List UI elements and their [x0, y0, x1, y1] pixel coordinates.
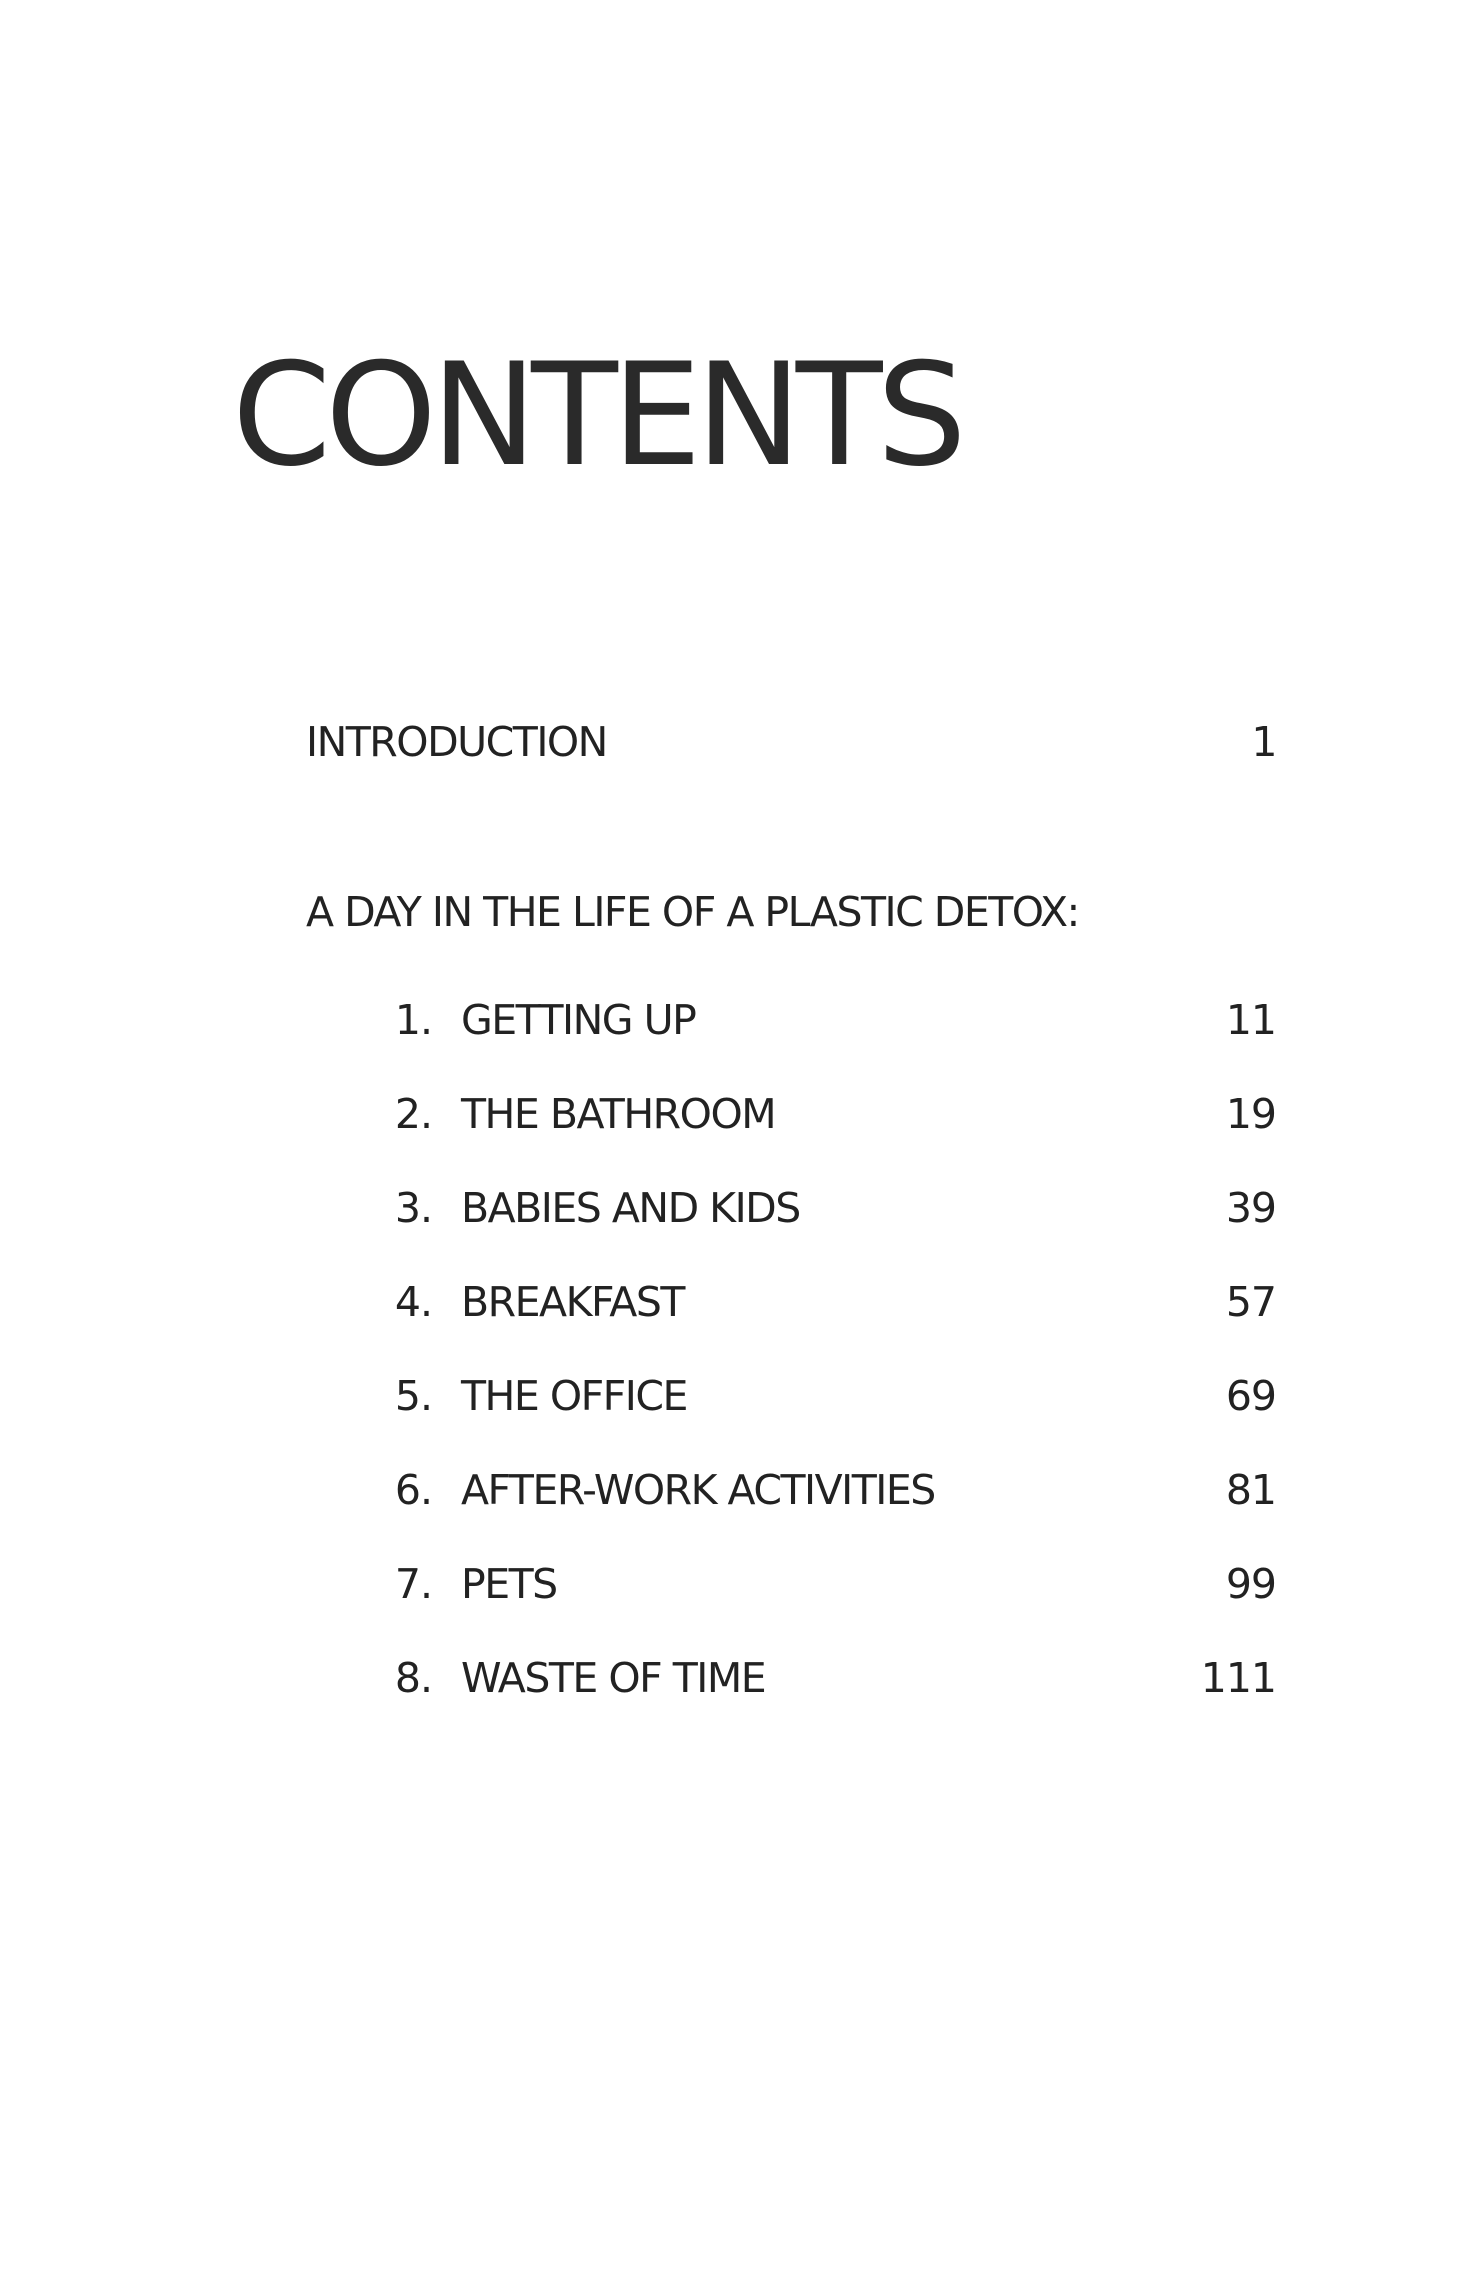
- chapter-page-number: 57: [1225, 1278, 1276, 1326]
- chapter-number: 2.: [394, 1090, 432, 1138]
- chapter-page-number: 99: [1225, 1560, 1276, 1608]
- chapter-page-number: 69: [1225, 1372, 1276, 1420]
- chapter-page-number: 111: [1200, 1654, 1276, 1702]
- chapter-number: 7.: [394, 1560, 432, 1608]
- chapter-title: THE OFFICE: [461, 1372, 687, 1420]
- chapter-page-number: 39: [1225, 1184, 1276, 1232]
- chapter-title: WASTE OF TIME: [461, 1654, 766, 1702]
- chapter-number: 3.: [394, 1184, 432, 1232]
- chapter-title: BREAKFAST: [461, 1278, 684, 1326]
- page-title: CONTENTS: [232, 333, 961, 498]
- chapter-title: PETS: [461, 1560, 557, 1608]
- chapter-title: GETTING UP: [461, 996, 696, 1044]
- chapter-number: 5.: [394, 1372, 432, 1420]
- chapter-title: THE BATHROOM: [461, 1090, 776, 1138]
- chapter-title: BABIES AND KIDS: [461, 1184, 800, 1232]
- chapter-number: 8.: [394, 1654, 432, 1702]
- introduction-page-number: 1: [1251, 718, 1276, 766]
- introduction-label: INTRODUCTION: [306, 718, 607, 766]
- chapter-number: 6.: [394, 1466, 432, 1514]
- section-heading: A DAY IN THE LIFE OF A PLASTIC DETOX:: [306, 888, 1079, 936]
- chapter-title: AFTER-WORK ACTIVITIES: [461, 1466, 935, 1514]
- chapter-number: 1.: [394, 996, 432, 1044]
- chapter-number: 4.: [394, 1278, 432, 1326]
- chapter-page-number: 19: [1225, 1090, 1276, 1138]
- chapter-page-number: 11: [1225, 996, 1276, 1044]
- chapter-page-number: 81: [1225, 1466, 1276, 1514]
